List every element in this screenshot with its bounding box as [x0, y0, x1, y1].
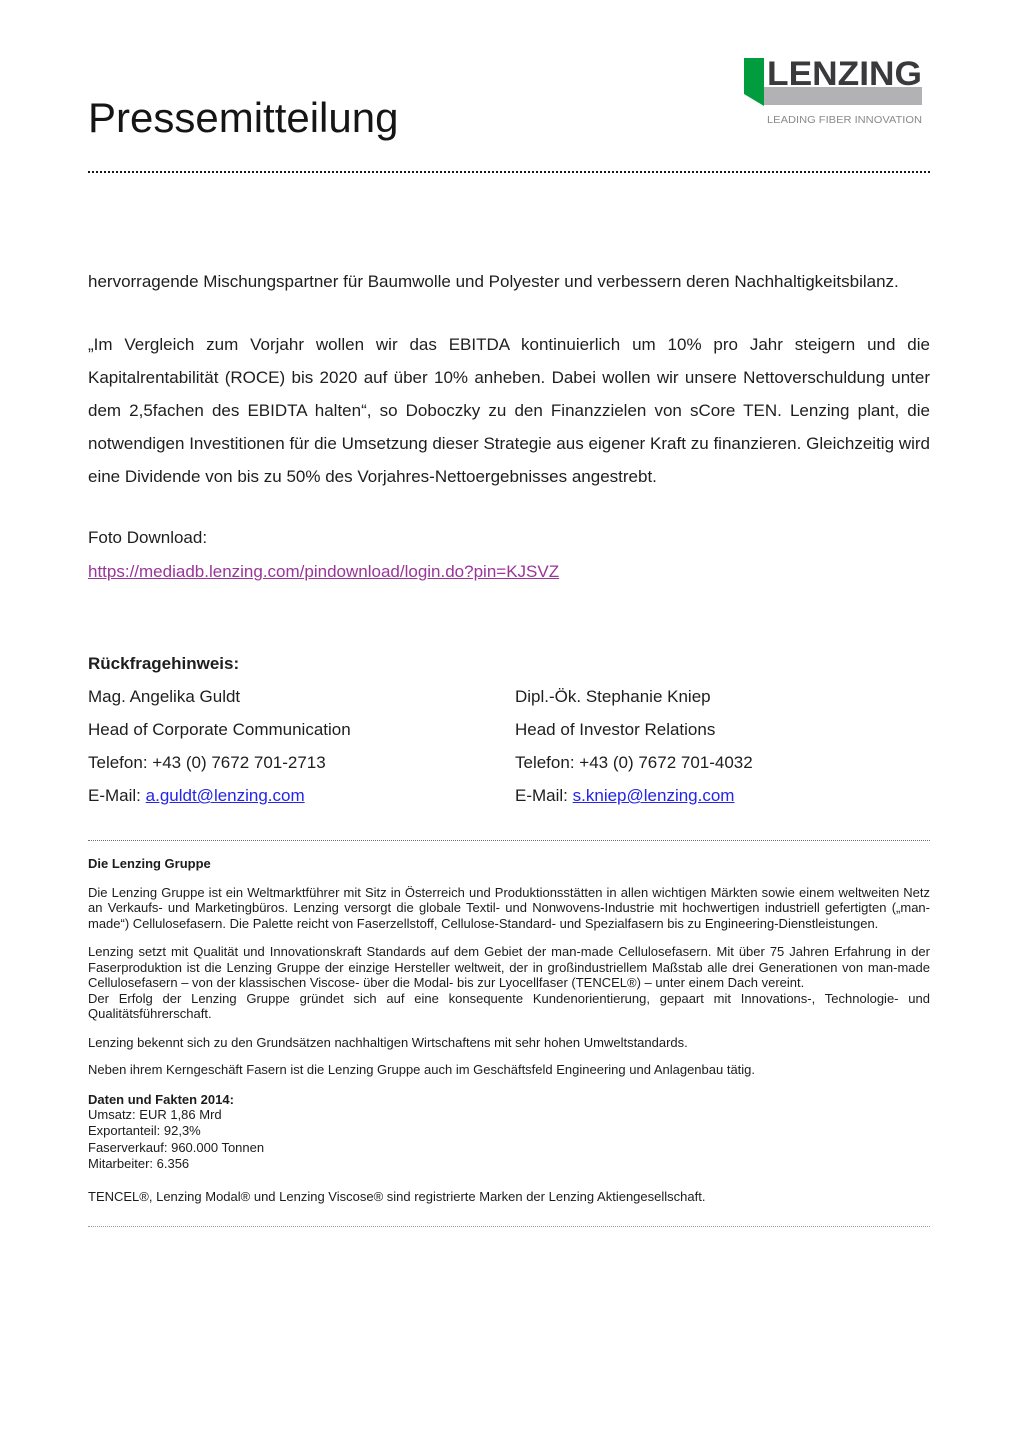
fact-line: Faserverkauf: 960.000 Tonnen — [88, 1139, 265, 1155]
boilerplate-footer — [88, 856, 930, 1227]
footer-heading: Die Lenzing Gruppe — [88, 856, 211, 871]
contact-section — [88, 647, 930, 812]
contact-email-line — [88, 779, 515, 812]
email-link-kniep[interactable]: s.kniep@lenzing.com — [572, 786, 735, 805]
email-link-guldt[interactable]: a.guldt@lenzing.com — [145, 786, 305, 805]
contact-email-line — [515, 779, 930, 812]
contact-role: Head of Investor Relations — [515, 720, 716, 739]
contact-name: Mag. Angelika Guldt — [88, 687, 241, 706]
contact-role: Head of Corporate Communication — [88, 720, 351, 739]
trademark-note: TENCEL®, Lenzing Modal® und Lenzing Viscose® sind registrierte Marken der Lenzing Aktiengesellschaft. — [88, 1189, 706, 1205]
footer-paragraph: Neben ihrem Kerngeschäft Fasern ist die Lenzing Gruppe auch im Geschäftsfeld Engineering und Anlagenbau tätig. — [88, 1062, 756, 1077]
contact-right-column — [515, 680, 930, 812]
logo-brand-text: LENZING — [767, 55, 922, 93]
email-label: E-Mail: — [88, 786, 141, 805]
footer-paragraph: Die Lenzing Gruppe ist ein Weltmarktführer mit Sitz in Österreich und Produktionsstätten in allen wichtigen Märkten sowie einem weltweiten Netz an Verkaufs- und Marketingbüros. Lenzing versorgt die globale Textil- und Nonwovens-Industrie mit hochwertigen industriell gefertigten („man-made“) Cellulosefasern. Die Palette reicht von Faserzellstoff, Cellulose-Standard- und Spezialfasern bis zu Engineering-Dienstleistungen. — [88, 884, 930, 931]
body-paragraph: hervorragende Mischungspartner für Baumwolle und Polyester und verbessern deren Nachhaltigkeitsbilanz. — [88, 272, 899, 291]
foto-download-link[interactable]: https://mediadb.lenzing.com/pindownload/login.do?pin=KJSVZ — [88, 562, 560, 581]
facts-heading: Daten und Fakten 2014: — [88, 1091, 234, 1107]
footer-dotted-rule — [88, 840, 930, 841]
contact-phone: Telefon: +43 (0) 7672 701-2713 — [88, 753, 326, 772]
contact-heading: Rückfragehinweis: — [88, 654, 240, 673]
page-title: Pressemitteilung — [88, 94, 399, 141]
fact-line: Exportanteil: 92,3% — [88, 1123, 201, 1139]
contact-left-column — [88, 680, 515, 812]
facts-list — [88, 1107, 930, 1172]
footer-paragraph: Lenzing setzt mit Qualität und Innovationskraft Standards auf dem Gebiet der man-made Cellulosefasern. Mit über 75 Jahren Erfahrung in der Faserproduktion ist die Lenzing Gruppe der einzige Hersteller weltweit, der in großindustriellem Maßstab alle drei Generationen von man-made Cellulosefasern – von der klassischen Viscose- über die Modal- bis zur Lyocellfaser (TENCEL®) – unter einem Dach vereint. — [88, 944, 930, 990]
foto-download-block — [88, 521, 930, 589]
foto-download-label: Foto Download: — [88, 528, 208, 547]
email-label: E-Mail: — [515, 786, 568, 805]
logo-tagline: LEADING FIBER INNOVATION — [767, 114, 922, 126]
fact-line: Umsatz: EUR 1,86 Mrd — [88, 1107, 222, 1122]
bottom-dotted-rule — [88, 1226, 930, 1227]
body-paragraph: „Im Vergleich zum Vorjahr wollen wir das EBITDA kontinuierlich um 10% pro Jahr steigern und die Kapitalrentabilität (ROCE) bis 2020 auf über 10% anheben. Dabei wollen wir unsere Nettoverschuldung unter dem 2,5fachen des EBIDTA halten“, so Doboczky zu den Finanzzielen von sCore TEN. Lenzing plant, die notwendigen Investitionen für die Umsetzung dieser Strategie aus eigener Kraft zu finanzieren. Gleichzeitig wird eine Dividende von bis zu 50% des Vorjahres-Nettoergebnisses angestrebt. — [88, 335, 930, 486]
logo-green-flag-icon — [744, 58, 764, 106]
contact-grid — [88, 680, 930, 812]
header — [88, 0, 930, 173]
contact-name: Dipl.-Ök. Stephanie Kniep — [515, 687, 711, 706]
footer-paragraph: Der Erfolg der Lenzing Gruppe gründet sich auf eine konsequente Kundenorientierung, gepaart mit Innovations-, Technologie- und Qualitätsführerschaft. — [88, 990, 930, 1021]
contact-phone: Telefon: +43 (0) 7672 701-4032 — [515, 753, 753, 772]
header-dotted-rule — [88, 171, 930, 173]
document-body — [88, 265, 930, 1227]
footer-paragraph: Lenzing bekennt sich zu den Grundsätzen nachhaltigen Wirtschaftens mit sehr hohen Umweltstandards. — [88, 1034, 688, 1050]
fact-line: Mitarbeiter: 6.356 — [88, 1155, 190, 1171]
lenzing-logo — [734, 44, 930, 130]
